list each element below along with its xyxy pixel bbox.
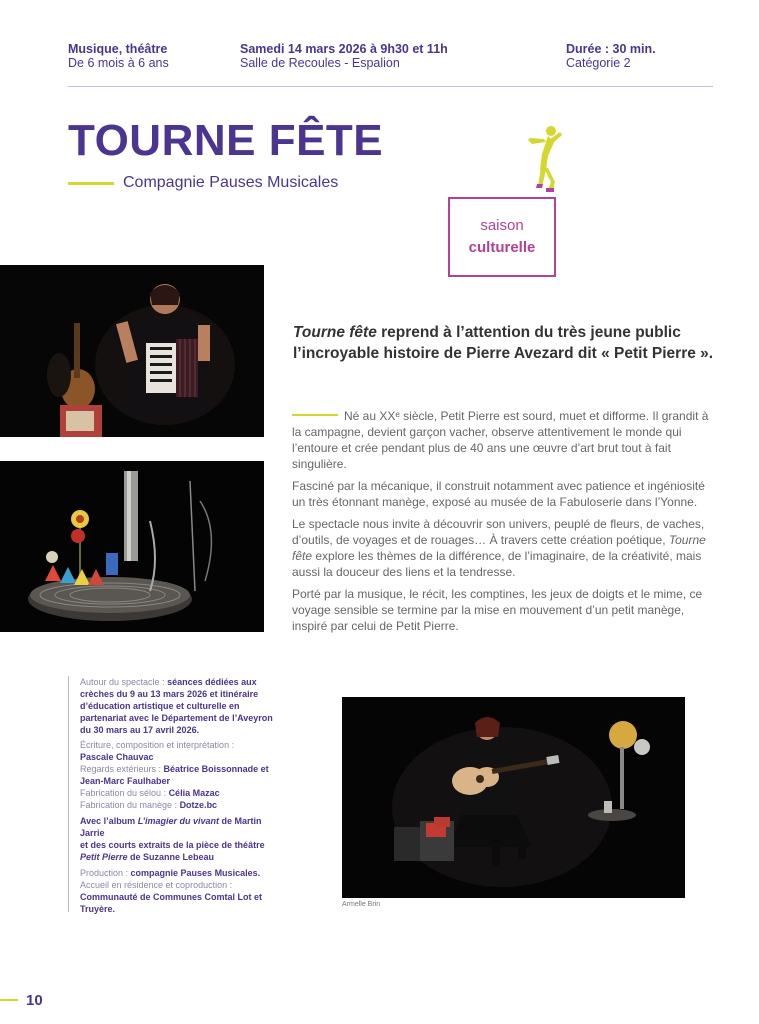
ecriture-label: Écriture, composition et interprétation : [80, 740, 235, 750]
autour-text: séances dédiées aux crèches du 9 au 13 mars 2026 et itinéraire d’éducation artistique et culturelle en partenariat avec le Département de l’Aveyron du 30 mars au 17 avril 2026. [80, 677, 273, 735]
body-p3-italic: Tourne fête [292, 533, 706, 563]
body-paragraph-3 [292, 516, 712, 580]
regards-name: Béatrice Boissonnade et Jean-Marc Faulhaber [80, 764, 269, 786]
credits-selou [80, 787, 280, 799]
body-text [292, 408, 712, 640]
page-title: TOURNE FÊTE [68, 116, 384, 165]
page-number: 10 [26, 992, 43, 1009]
body-paragraph-4: Porté par la musique, le récit, les comptines, les jeux de doigts et le mime, ce voyage sensible se termine par la mise en mouvement d’un petit manège, inspiré par celui de Petit Pierre. [292, 587, 703, 633]
photo-guitarist [342, 697, 685, 898]
credits-divider [68, 676, 69, 912]
extraits-a: et des courts extraits de la pièce de théâtre [80, 840, 265, 850]
photo-carousel-object [0, 461, 264, 632]
manege-label: Fabrication du manège : [80, 800, 180, 810]
page-number-accent [0, 999, 18, 1001]
prod-label: Production : [80, 868, 131, 878]
credits-block [80, 676, 280, 915]
album-italic: L’imagier du vivant [137, 816, 220, 826]
extraits-italic: Petit Pierre [80, 852, 128, 862]
dancer-figure-icon [524, 124, 564, 196]
culturelle-label: culturelle [468, 239, 536, 256]
header-duration-category [566, 42, 656, 70]
body-p3-part-b: explore les thèmes de la différence, de l’imaginaire, de la créativité, mais aussi la douceur des liens et la tendresse. [292, 549, 702, 579]
company-name: Compagnie Pauses Musicales [123, 174, 339, 191]
saison-culturelle-logo [448, 197, 556, 277]
photo-credit: Armelle Brin [342, 901, 381, 908]
header-venue: Salle de Recoules - Espalion [240, 56, 400, 70]
credits-regards [80, 763, 280, 787]
accueil-name: Communauté de Communes Comtal Lot et Truyère. [80, 892, 263, 914]
regards-label: Regards extérieurs : [80, 764, 164, 774]
manege-name: Dotze.bc [179, 800, 218, 810]
selou-name: Célia Mazac [168, 788, 220, 798]
yellow-accent-line [68, 182, 114, 185]
header-date: Samedi 14 mars 2026 à 9h30 et 11h [240, 42, 448, 56]
accueil-label: Accueil en résidence et coproduction : [80, 880, 233, 890]
header-audience [68, 42, 169, 70]
album-a: Avec l’album [80, 816, 138, 826]
credits-extraits [80, 839, 280, 863]
header-divider [68, 86, 713, 87]
credits-album [80, 815, 280, 839]
lead-paragraph [293, 322, 723, 364]
extraits-b: de Suzanne Lebeau [127, 852, 215, 862]
credits-autour [80, 676, 280, 736]
header-age: De 6 mois à 6 ans [68, 56, 169, 70]
credits-manege [80, 799, 280, 811]
body-paragraph-1: Né au XXᵉ siècle, Petit Pierre est sourd, muet et difforme. Il grandit à la campagne, devient garçon vacher, observe attentivement le monde qui l’entoure et crée pendant plus de 40 ans une œuvre d’art brut tout à fait singulière. [292, 409, 709, 471]
lead-rest: reprend à l’attention du très jeune public l’incroyable histoire de Pierre Avezard dit « Petit Pierre ». [293, 324, 714, 362]
selou-label: Fabrication du sélou : [80, 788, 169, 798]
header-genre: Musique, théâtre [68, 42, 168, 56]
photo-accordion-player [0, 265, 264, 437]
header-category: Catégorie 2 [566, 56, 631, 70]
saison-label: saison [480, 217, 524, 234]
body-paragraph-2: Fasciné par la mécanique, il construit notamment avec patience et ingéniosité un très étonnant manège, exposé au musée de la Fabuloserie dans l’Yonne. [292, 479, 705, 509]
lead-title-italic: Tourne fête [293, 324, 377, 341]
credits-production [80, 867, 280, 879]
autour-label: Autour du spectacle : [80, 677, 168, 687]
prod-name: compagnie Pauses Musicales. [130, 868, 261, 878]
header-duration: Durée : 30 min. [566, 42, 656, 56]
body-p3-part-a: Le spectacle nous invite à découvrir son univers, peuplé de fleurs, de vaches, d’outils, de voyages et de rouages… À travers cette création poétique, [292, 517, 705, 547]
ecriture-name: Pascale Chauvac [80, 752, 154, 762]
header-date-venue [240, 42, 448, 70]
album-b: de Martin Jarrie [80, 816, 262, 838]
